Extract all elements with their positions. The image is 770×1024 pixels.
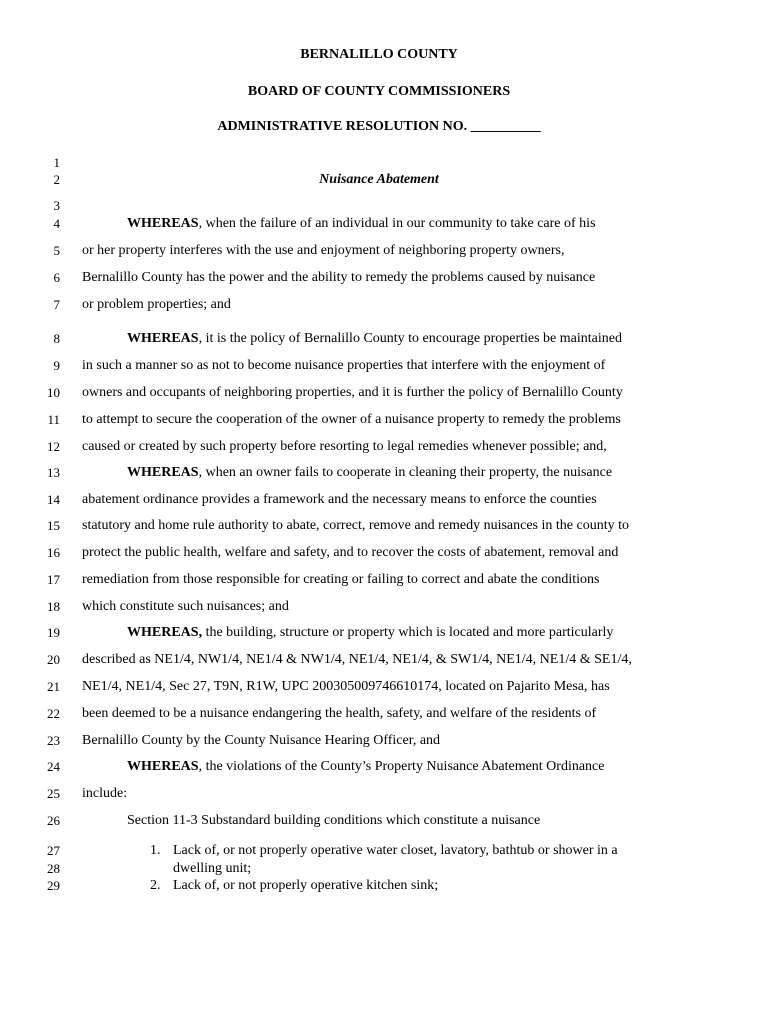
line-number: 7 [53, 297, 60, 312]
line-number: 22 [47, 706, 60, 721]
line-number: 24 [47, 759, 60, 774]
paragraph-line: statutory and home rule authority to abate, correct, remove and remedy nuisances in the county to [82, 518, 629, 533]
paragraph-text: , it is the policy of Bernalillo County to encourage properties be maintained [198, 331, 622, 346]
paragraph-line: include: [82, 786, 128, 801]
line-number: 19 [47, 625, 60, 640]
list-item-text: Lack of, or not properly operative kitchen sink; [173, 878, 439, 893]
line-number: 13 [47, 465, 60, 480]
line-number: 29 [47, 878, 60, 893]
paragraph-text: , when an owner fails to cooperate in cleaning their property, the nuisance [198, 465, 613, 480]
whereas-label: WHEREAS [127, 759, 199, 774]
list-item-text: dwelling unit; [173, 861, 252, 876]
board-heading: BOARD OF COUNTY COMMISSIONERS [247, 84, 511, 99]
whereas-label: WHEREAS, [127, 625, 203, 640]
paragraph-line: remediation from those responsible for creating or failing to correct and abate the conditions [82, 572, 600, 587]
paragraph-line: protect the public health, welfare and safety, and to recover the costs of abatement, removal and [82, 545, 619, 560]
paragraph-line: caused or created by such property before resorting to legal remedies whenever possible; and, [82, 439, 607, 454]
line-number: 21 [47, 679, 60, 694]
line-number: 20 [47, 652, 60, 667]
county-heading: BERNALILLO COUNTY [300, 47, 458, 62]
paragraph-line: abatement ordinance provides a framework and the necessary means to enforce the counties [82, 492, 597, 507]
whereas-label: WHEREAS [127, 331, 199, 346]
paragraph-line: in such a manner so as not to become nuisance properties that interfere with the enjoyment of [82, 358, 606, 373]
paragraph-line: or her property interferes with the use and enjoyment of neighboring property owners, [82, 243, 565, 258]
list-item-text: Lack of, or not properly operative water closet, lavatory, bathtub or shower in a [173, 843, 618, 858]
line-number: 27 [47, 843, 60, 858]
paragraph-line: been deemed to be a nuisance endangering the health, safety, and welfare of the residents of [82, 706, 597, 721]
line-number: 4 [53, 216, 60, 231]
paragraph-line [127, 216, 596, 232]
whereas-label: WHEREAS [127, 465, 199, 480]
line-number: 14 [47, 492, 60, 507]
line-number: 26 [47, 813, 60, 828]
line-number: 28 [47, 861, 60, 876]
list-item-number: 2. [150, 878, 161, 893]
paragraph-line: NE1/4, NE1/4, Sec 27, T9N, R1W, UPC 200305009746610174, located on Pajarito Mesa, has [82, 679, 610, 694]
paragraph-line: described as NE1/4, NW1/4, NE1/4 & NW1/4, NE1/4, NE1/4, & SW1/4, NE1/4, NE1/4 & SE1/4, [82, 652, 632, 667]
line-number: 11 [47, 412, 60, 427]
resolution-heading: ADMINISTRATIVE RESOLUTION NO. __________ [217, 119, 541, 134]
line-number: 15 [47, 518, 60, 533]
whereas-label: WHEREAS [127, 216, 199, 231]
line-number: 23 [47, 733, 60, 748]
line-number: 18 [47, 599, 60, 614]
paragraph-line: to attempt to secure the cooperation of the owner of a nuisance property to remedy the problems [82, 412, 621, 427]
line-number: 12 [47, 439, 60, 454]
paragraph-text: , the violations of the County’s Property Nuisance Abatement Ordinance [198, 759, 605, 774]
section-heading: Section 11-3 Substandard building conditions which constitute a nuisance [127, 813, 541, 828]
paragraph-line [127, 759, 605, 775]
paragraph-line: or problem properties; and [82, 297, 231, 312]
paragraph-text: the building, structure or property which is located and more particularly [202, 625, 614, 640]
line-number: 10 [47, 385, 60, 400]
line-number: 9 [53, 358, 60, 373]
paragraph-line [127, 331, 622, 347]
line-number: 5 [53, 243, 60, 258]
line-number: 25 [47, 786, 60, 801]
line-number: 2 [53, 172, 60, 187]
paragraph-line: which constitute such nuisances; and [82, 599, 289, 614]
paragraph-line [127, 465, 612, 481]
line-number: 3 [53, 198, 60, 213]
line-number: 16 [47, 545, 60, 560]
line-number: 17 [47, 572, 60, 587]
list-item-number: 1. [150, 843, 161, 858]
paragraph-line: Bernalillo County by the County Nuisance Hearing Officer, and [82, 733, 441, 748]
paragraph-line: Bernalillo County has the power and the ability to remedy the problems caused by nuisance [82, 270, 596, 285]
line-number: 1 [53, 155, 60, 170]
paragraph-line: owners and occupants of neighboring properties, and it is further the policy of Bernalillo County [82, 385, 623, 400]
line-number: 6 [53, 270, 60, 285]
paragraph-line [127, 625, 613, 641]
paragraph-text: , when the failure of an individual in our community to take care of his [198, 216, 596, 231]
line-number: 8 [53, 331, 60, 346]
resolution-subtitle: Nuisance Abatement [319, 172, 439, 187]
